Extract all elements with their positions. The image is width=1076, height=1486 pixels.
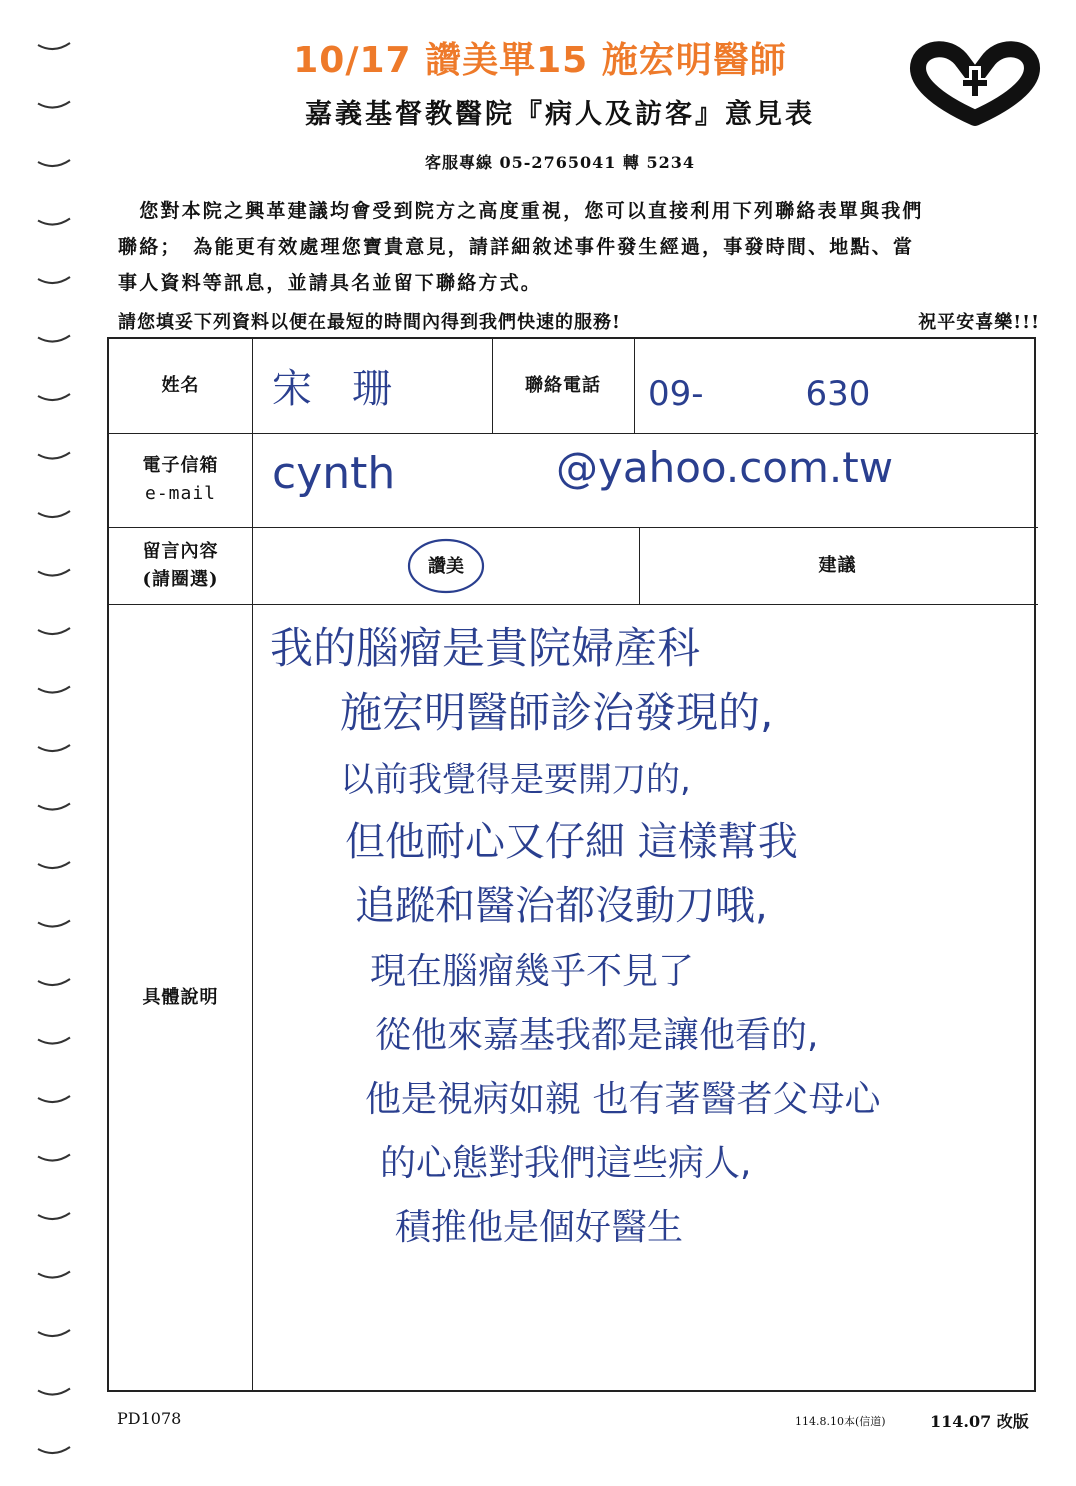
phone-value: 09- 630 [648,374,871,414]
name-label: 姓名 [161,375,200,396]
email-label-en: e-mail [144,483,217,504]
handwritten-line: 施宏明醫師診治發現的, [340,688,774,737]
intro-line: 您對本院之興革建議均會受到院方之高度重視，您可以直接利用下列聯絡表單與我們 [118,200,924,222]
form-version: 114.07 改版 [930,1412,1029,1431]
handwritten-line: 他是視病如親 也有著醫者父母心 [365,1079,881,1120]
print-note: 114.8.10本(信道) [795,1415,886,1428]
option-suggest[interactable]: 建議 [818,554,857,576]
handwritten-line: 但他耐心又仔細 這樣幫我 [345,819,798,865]
intro-line: 事人資料等訊息，並請具名並留下聯絡方式。 [118,272,543,294]
message-type-label: 留言內容 (請圈選) [142,540,219,590]
handwritten-line: 從他來嘉基我都是讓他看的, [375,1015,819,1056]
hotline: 客服專線 05-2765041 轉 5234 [424,153,696,172]
option-praise[interactable]: 讚美 [428,556,464,577]
phone-label: 聯絡電話 [525,375,601,396]
email-domain: @yahoo.com.tw [556,443,894,492]
form-code: PD1078 [117,1409,182,1428]
handwritten-body [270,624,882,1248]
handwritten-line: 我的腦瘤是貴院婦產科 [270,624,700,674]
banner-title: 10/17 讚美單15 施宏明醫師 [293,40,787,81]
email-user: cynth [272,448,396,499]
handwritten-line: 以前我覺得是要開刀的, [340,760,691,800]
form-title: 嘉義基督教醫院『病人及訪客』意見表 [305,99,815,130]
handwritten-line: 追蹤和醫治都沒動刀哦, [355,883,768,929]
handwritten-line: 積推他是個好醫生 [395,1207,684,1248]
handwritten-line: 現在腦瘤幾乎不見了 [370,951,695,992]
intro-line: 聯絡； 為能更有效處理您寶貴意見，請詳細敘述事件發生經過，事發時間、地點、當 [118,236,915,258]
blessing: 祝平安喜樂!!! [918,312,1040,333]
handwritten-line: 的心態對我們這些病人, [380,1143,752,1184]
instruction: 請您填妥下列資料以便在最短的時間內得到我們快速的服務! [118,312,621,333]
email-label-zh: 電子信箱 [142,455,219,476]
name-value: 宋 珊 [272,366,392,412]
detail-label: 具體說明 [142,987,219,1008]
